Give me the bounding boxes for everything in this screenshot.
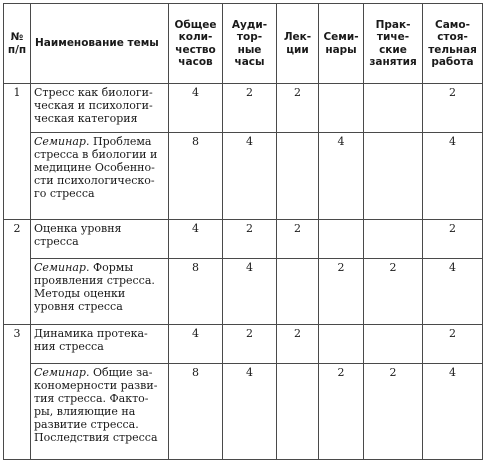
seminar-label: Семинар. xyxy=(34,135,90,148)
cell-classroom: 4 xyxy=(223,133,277,220)
header-topic-name: Наименование темы xyxy=(31,4,169,84)
cell-seminars xyxy=(319,325,364,364)
header-lectures: Лек- ции xyxy=(277,4,319,84)
cell-total: 8 xyxy=(169,133,223,220)
cell-practical xyxy=(364,220,423,259)
document-page xyxy=(3,3,483,460)
cell-classroom: 2 xyxy=(223,220,277,259)
topic-name: Стресс как биологи- ческая и психологи- ческая категория xyxy=(31,84,169,133)
cell-classroom: 2 xyxy=(223,325,277,364)
curriculum-table xyxy=(3,3,483,460)
cell-seminars: 2 xyxy=(319,259,364,325)
seminar-topic: Семинар. Общие за- кономерности разви- тия стресса. Факто- ры, влияющие на развитие стресса. Последствия стресса xyxy=(31,364,169,460)
cell-practical: 2 xyxy=(364,259,423,325)
seminar-label: Семинар. xyxy=(34,366,90,379)
cell-practical xyxy=(364,325,423,364)
topic-name: Оценка уровня стресса xyxy=(31,220,169,259)
cell-independent: 4 xyxy=(423,259,483,325)
cell-independent: 2 xyxy=(423,325,483,364)
cell-total: 8 xyxy=(169,364,223,460)
cell-seminars: 2 xyxy=(319,364,364,460)
cell-lectures xyxy=(277,364,319,460)
cell-practical xyxy=(364,84,423,133)
cell-seminars xyxy=(319,220,364,259)
cell-independent: 2 xyxy=(423,220,483,259)
cell-classroom: 4 xyxy=(223,259,277,325)
seminar-label: Семинар. xyxy=(34,261,90,274)
row-number: 1 xyxy=(4,84,31,220)
table-row xyxy=(4,325,483,364)
cell-independent: 4 xyxy=(423,133,483,220)
table-row xyxy=(4,84,483,133)
cell-independent: 4 xyxy=(423,364,483,460)
seminar-topic: Семинар. Формы проявления стресса. Методы оценки уровня стресса xyxy=(31,259,169,325)
cell-total: 4 xyxy=(169,84,223,133)
table-row xyxy=(4,220,483,259)
cell-seminars xyxy=(319,84,364,133)
header-independent: Само- стоя- тельная работа xyxy=(423,4,483,84)
row-number: 3 xyxy=(4,325,31,460)
header-seminars: Семи- нары xyxy=(319,4,364,84)
cell-classroom: 2 xyxy=(223,84,277,133)
seminar-topic: Семинар. Проблема стресса в биологии и медицине Особенно- сти психологическо- го стресса xyxy=(31,133,169,220)
cell-independent: 2 xyxy=(423,84,483,133)
cell-lectures: 2 xyxy=(277,84,319,133)
cell-total: 4 xyxy=(169,220,223,259)
header-row xyxy=(4,4,483,84)
cell-lectures: 2 xyxy=(277,325,319,364)
header-total-hours: Общее коли- чество часов xyxy=(169,4,223,84)
header-num: № п/п xyxy=(4,4,31,84)
topic-name: Динамика протека- ния стресса xyxy=(31,325,169,364)
cell-practical xyxy=(364,133,423,220)
cell-total: 8 xyxy=(169,259,223,325)
cell-seminars: 4 xyxy=(319,133,364,220)
table-row xyxy=(4,259,483,325)
header-classroom-hours: Ауди- тор- ные часы xyxy=(223,4,277,84)
row-number: 2 xyxy=(4,220,31,325)
cell-classroom: 4 xyxy=(223,364,277,460)
cell-lectures xyxy=(277,259,319,325)
cell-lectures xyxy=(277,133,319,220)
cell-total: 4 xyxy=(169,325,223,364)
table-row xyxy=(4,364,483,460)
table-row xyxy=(4,133,483,220)
cell-lectures: 2 xyxy=(277,220,319,259)
cell-practical: 2 xyxy=(364,364,423,460)
header-practical: Прак- тиче- ские занятия xyxy=(364,4,423,84)
